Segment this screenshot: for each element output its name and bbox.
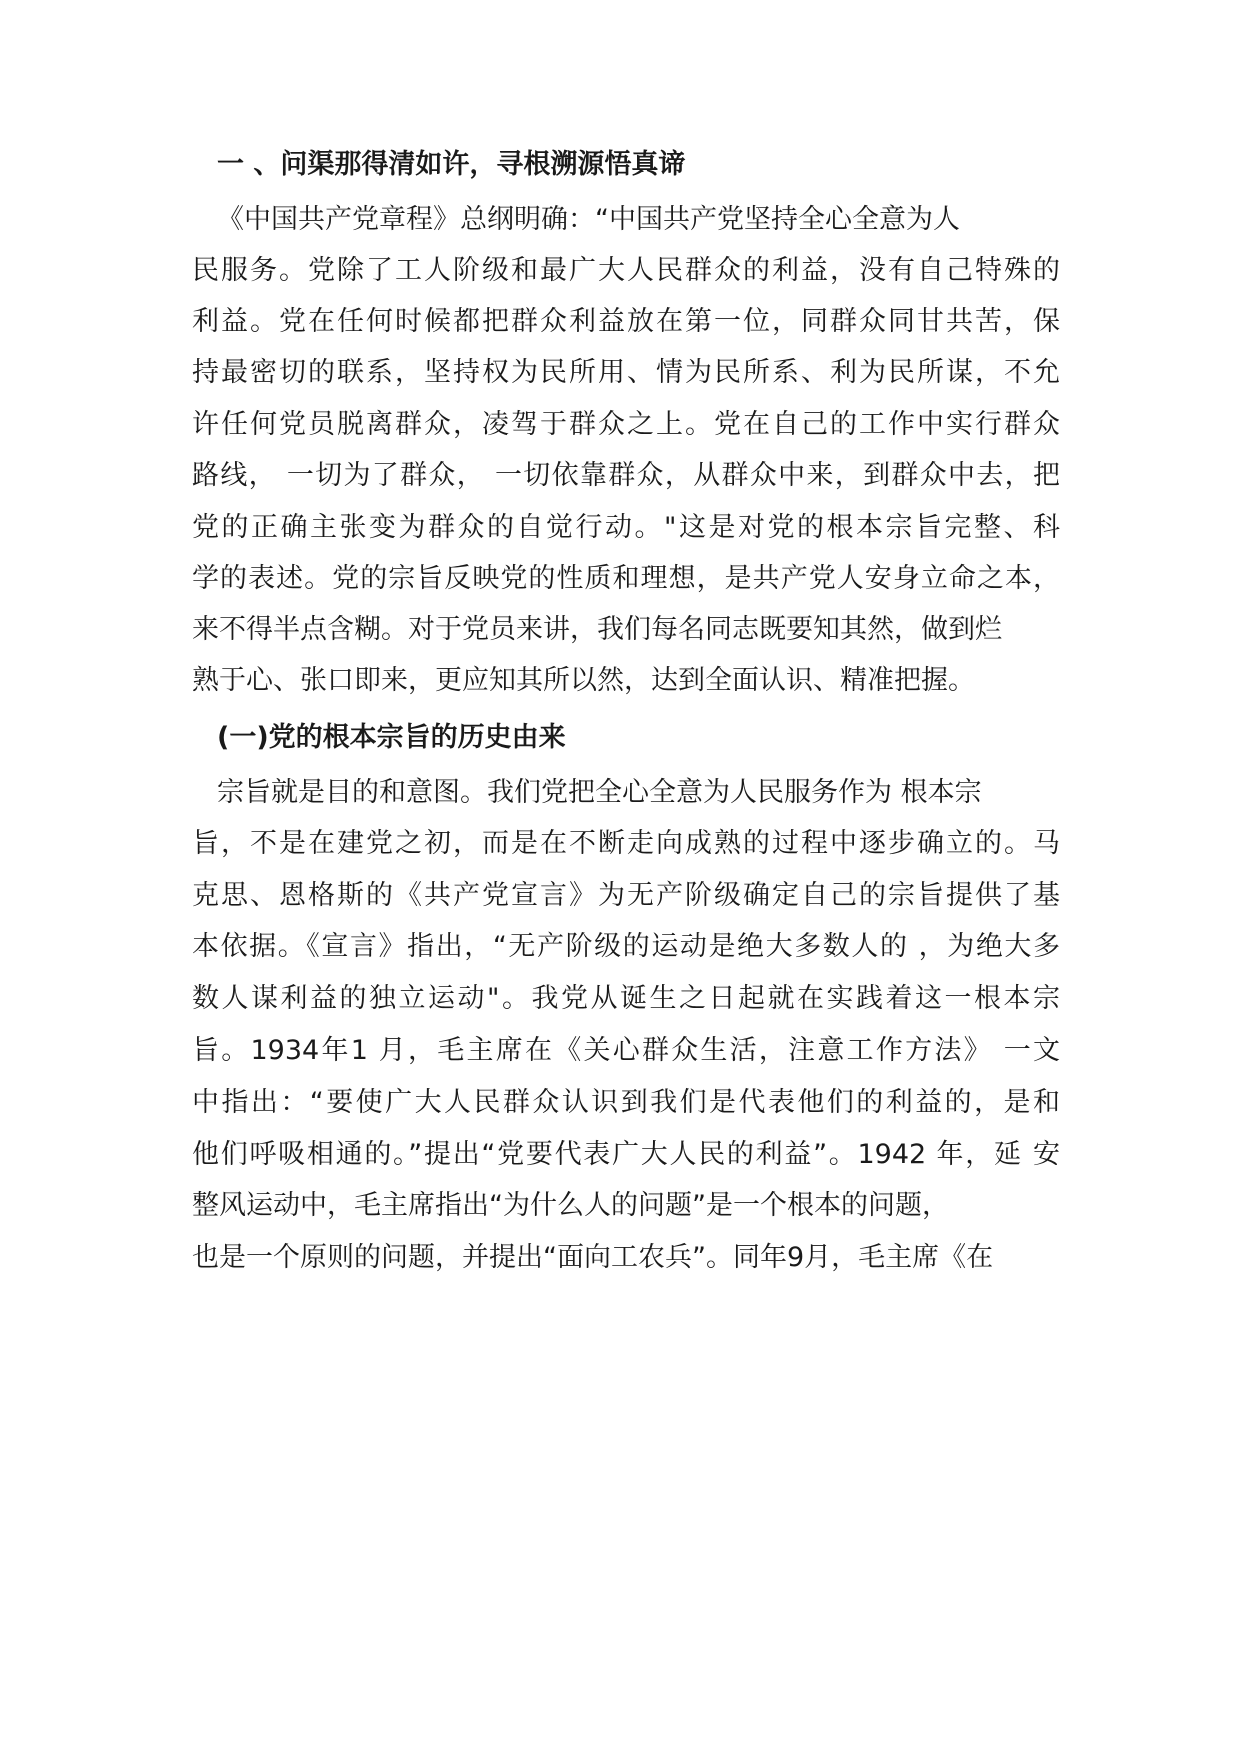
paragraph-2-line-3: 克思、恩格斯的《共产党宣言》为无产阶级确定自己的宗旨提供了基 xyxy=(192,880,1060,911)
section-heading-1: 一 、问渠那得清如许，寻根溯源悟真谛 xyxy=(217,149,686,180)
paragraph-2-line-10: 也是一个原则的问题，并提出“面向工农兵”。同年9月，毛主席《在 xyxy=(192,1242,994,1273)
paragraph-2-line-8: 他们呼吸相通的。”提出“党要代表广大人民的利益”。1942 年，延 安 xyxy=(192,1139,1060,1170)
paragraph-1-line-3: 利益。党在任何时候都把群众利益放在第一位，同群众同甘共苦，保 xyxy=(192,306,1060,337)
section-heading-2: (一)党的根本宗旨的历史由来 xyxy=(217,722,566,753)
paragraph-1-line-5: 许任何党员脱离群众，凌驾于群众之上。党在自己的工作中实行群众 xyxy=(192,409,1060,440)
paragraph-1-line-7: 党的正确主张变为群众的自觉行动。"这是对党的根本宗旨完整、科 xyxy=(192,512,1060,543)
paragraph-1-line-1: 《中国共产党章程》总纲明确：“中国共产党坚持全心全意为人 xyxy=(217,204,960,235)
paragraph-2-line-4: 本依据。《宣言》指出，“无产阶级的运动是绝大多数人的 ，为绝大多 xyxy=(192,931,1060,962)
paragraph-2-line-5: 数人谋利益的独立运动"。我党从诞生之日起就在实践着这一根本宗 xyxy=(192,983,1060,1014)
paragraph-1-line-4: 持最密切的联系，坚持权为民所用、情为民所系、利为民所谋，不允 xyxy=(192,357,1060,388)
paragraph-2-line-7: 中指出：“要使广大人民群众认识到我们是代表他们的利益的，是和 xyxy=(192,1087,1060,1118)
paragraph-1-line-9: 来不得半点含糊。对于党员来讲，我们每名同志既要知其然，做到烂 xyxy=(192,614,1002,645)
paragraph-2-line-2: 旨，不是在建党之初，而是在不断走向成熟的过程中逐步确立的。马 xyxy=(192,828,1060,859)
paragraph-1-line-10: 熟于心、张口即来，更应知其所以然，达到全面认识、精准把握。 xyxy=(192,665,975,696)
paragraph-2-line-9: 整风运动中，毛主席指出“为什么人的问题”是一个根本的问题， xyxy=(192,1190,949,1221)
paragraph-1-line-8: 学的表述。党的宗旨反映党的性质和理想，是共产党人安身立命之本， xyxy=(192,563,1060,594)
paragraph-1-line-6: 路线， 一切为了群众， 一切依靠群众，从群众中来，到群众中去，把 xyxy=(192,460,1060,491)
paragraph-2-line-1: 宗旨就是目的和意图。我们党把全心全意为人民服务作为 根本宗 xyxy=(217,777,982,808)
paragraph-2-line-6: 旨。1934年1 月，毛主席在《关心群众生活，注意工作方法》 一文 xyxy=(192,1035,1060,1066)
paragraph-1-line-2: 民服务。党除了工人阶级和最广大人民群众的利益，没有自己特殊的 xyxy=(192,255,1060,286)
